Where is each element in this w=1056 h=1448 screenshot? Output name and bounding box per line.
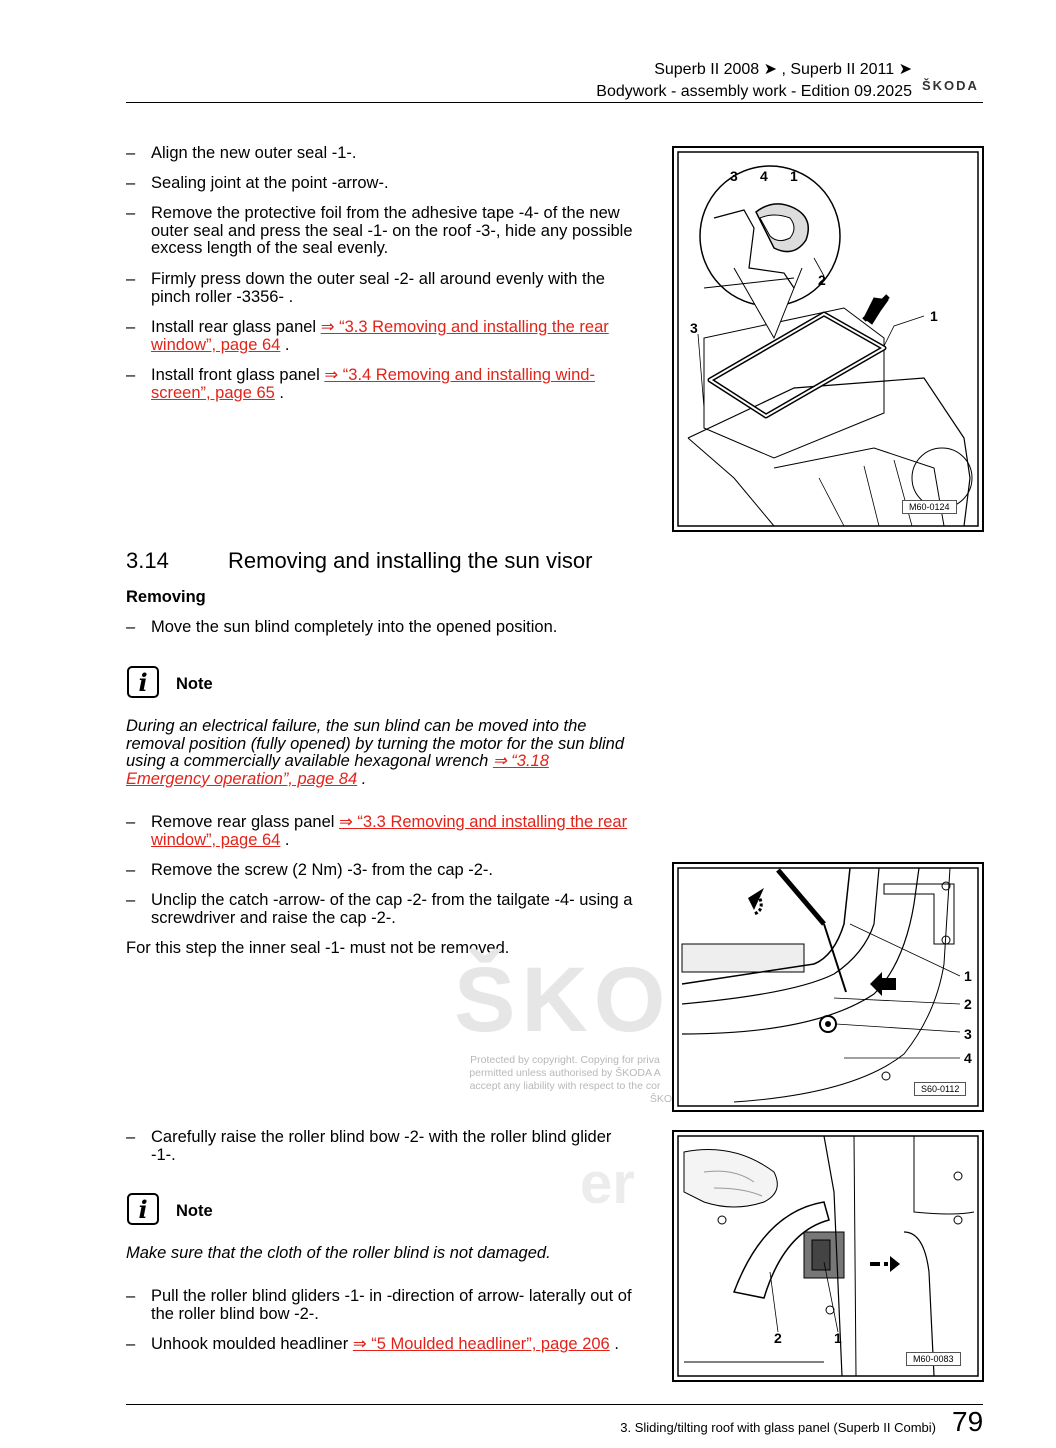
note-text-electrical-failure: During an electrical failure, the sun blind can be moved into the removal position (fully opened) by turning the motor for the sun blind using a commercially available hexagonal wrench ⇒ “3.18 Emergency operation”, page 84 . — [126, 717, 625, 788]
note-text-cloth: Make sure that the cloth of the roller blind is not damaged. — [126, 1244, 551, 1262]
step-unhook-headliner: – Unhook moulded headliner ⇒ “5 Moulded headliner”, page 206 . — [126, 1335, 619, 1353]
watermark-line-2: permitted unless authorised by ŠKODA A — [469, 1067, 661, 1079]
watermark-line-4: ŠKO — [649, 1093, 672, 1105]
callout-2: 2 — [774, 1330, 782, 1346]
link-moulded-headliner[interactable]: ⇒ “5 Moulded headliner”, page 206 — [352, 1335, 610, 1353]
cap-removal-drawing — [674, 864, 982, 1110]
callout-4: 4 — [964, 1050, 972, 1066]
roof-seal-drawing — [674, 148, 982, 530]
link-rear-window-2[interactable]: ⇒ “3.3 Removing and installing the rear window”, page 64 — [151, 813, 628, 849]
figure-code: M60-0083 — [906, 1352, 961, 1366]
link-windscreen[interactable]: ⇒ “3.4 Removing and installing wind-screen”, page 65 — [151, 366, 595, 402]
step-install-front-glass: – Install front glass panel ⇒ “3.4 Removing and installing wind-screen”, page 65 . — [126, 366, 595, 402]
callout-1: 1 — [834, 1330, 842, 1346]
section-title: Removing and installing the sun visor — [228, 548, 593, 573]
figure-cap-removal — [672, 862, 984, 1112]
para-inner-seal: For this step the inner seal -1- must not be removed. — [126, 939, 510, 957]
note-label: Note — [176, 1202, 213, 1220]
step-pull-gliders: – Pull the roller blind gliders -1- in -direction of arrow- laterally out of the roller blind bow -2-. — [126, 1287, 632, 1323]
callout-3b: 3 — [690, 320, 698, 336]
link-rear-window[interactable]: ⇒ “3.3 Removing and installing the rear window”, page 64 — [151, 318, 609, 354]
skoda-logo: ŠKODA — [922, 78, 979, 93]
watermark-er: er — [580, 1151, 635, 1216]
figure-roof-seal — [672, 146, 984, 532]
callout-2: 2 — [964, 996, 972, 1012]
page-number: 79 — [952, 1406, 984, 1437]
callout-3: 3 — [730, 168, 738, 184]
header-rule — [126, 102, 983, 103]
step-move-sun-blind: – Move the sun blind completely into the opened position. — [126, 618, 558, 636]
roller-blind-drawing — [674, 1132, 982, 1380]
callout-3: 3 — [964, 1026, 972, 1042]
step-press-seal: – Firmly press down the outer seal -2- all around evenly with the pinch roller -3356- . — [126, 270, 605, 306]
footer-rule — [126, 1404, 983, 1405]
link-emergency-operation[interactable]: ⇒ “3.18 Emergency operation”, page 84 — [126, 752, 549, 788]
note-label: Note — [176, 675, 213, 693]
info-i-icon: i — [127, 666, 159, 698]
step-align-seal: – Align the new outer seal -1-. — [126, 144, 357, 162]
step-sealing-joint: – Sealing joint at the point -arrow-. — [126, 174, 389, 192]
watermark-logo: ŠKO — [454, 949, 672, 1051]
watermark-line-3: accept any liability with respect to the cor — [469, 1080, 661, 1092]
step-remove-foil: – Remove the protective foil from the adhesive tape -4- of the new outer seal and press the seal -1- on the roof -3-, hide any possible excess length of the seal evenly. — [126, 204, 633, 257]
subheading-removing: Removing — [126, 588, 206, 606]
footer-chapter: 3. Sliding/tilting roof with glass panel (Superb II Combi) — [620, 1420, 936, 1435]
figure-code: M60-0124 — [902, 500, 957, 514]
header-manual-title: Bodywork - assembly work - Edition 09.2025 — [596, 83, 912, 100]
step-remove-screw: – Remove the screw (2 Nm) -3- from the cap -2-. — [126, 861, 494, 879]
figure-code: S60-0112 — [914, 1082, 966, 1096]
step-unclip-catch: – Unclip the catch -arrow- of the cap -2- from the tailgate -4- using a screwdriver and raise the cap -2-. — [126, 891, 633, 927]
step-install-rear-glass: – Install rear glass panel ⇒ “3.3 Removing and installing the rear window”, page 64 . — [126, 318, 609, 354]
callout-4: 4 — [760, 168, 768, 184]
info-i-icon: i — [127, 1193, 159, 1225]
watermark-line-1: Protected by copyright. Copying for priva — [470, 1054, 660, 1066]
callout-1: 1 — [964, 968, 972, 984]
callout-2: 2 — [818, 272, 826, 288]
header-model-line: Superb II 2008 ➤ , Superb II 2011 ➤ — [654, 61, 912, 78]
step-raise-bow: – Carefully raise the roller blind bow -2- with the roller blind glider -1-. — [126, 1128, 612, 1164]
callout-1: 1 — [790, 168, 798, 184]
callout-1b: 1 — [930, 308, 938, 324]
figure-roller-blind-glider — [672, 1130, 984, 1382]
step-remove-rear-glass: – Remove rear glass panel ⇒ “3.3 Removing and installing the rear window”, page 64 . — [126, 813, 628, 849]
section-number: 3.14 — [126, 548, 169, 573]
